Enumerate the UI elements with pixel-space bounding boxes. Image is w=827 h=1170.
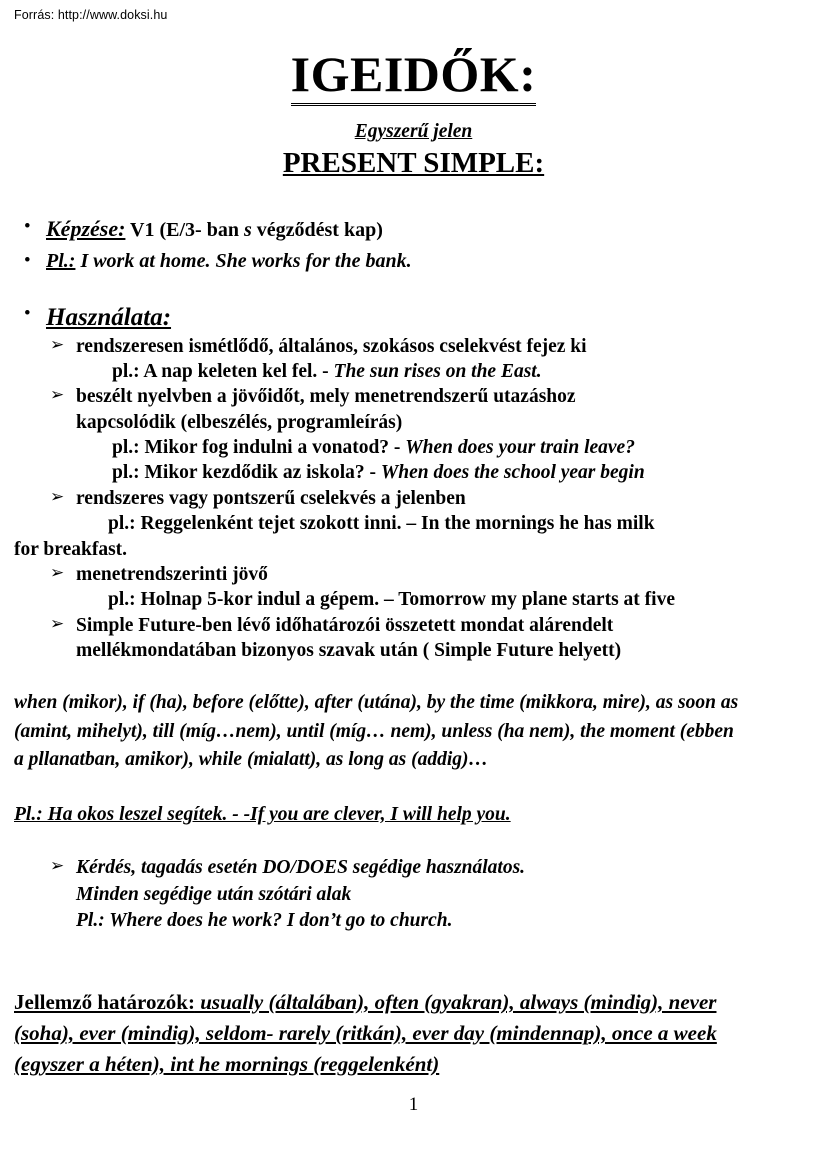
bullet-dot-icon: • [24, 302, 31, 324]
usage-heading: Használata: [46, 303, 172, 331]
formation-text: V1 (E/3- ban [125, 219, 244, 242]
list-item-usage-5 [0, 613, 827, 664]
conditional-example [0, 802, 827, 827]
page-number: 1 [408, 1094, 419, 1115]
bullet-dot-icon: • [24, 216, 31, 238]
usage-4-example-1 [0, 587, 827, 612]
list-item-usage-3 [0, 486, 827, 511]
page-title [0, 47, 827, 101]
example-text: I work at home. She works for the bank. [75, 249, 412, 272]
usage-1-text: rendszeresen ismétlődő, általános, szokásos cselekvést fejez ki [76, 335, 587, 357]
do-does-line-2: Minden segédige után szótári alak [76, 883, 352, 905]
subtitle-english [0, 148, 827, 180]
usage-2-text: beszélt nyelvben a jövőidőt, mely menetrendszerű utazáshoz [76, 386, 576, 408]
usage-3-text: rendszeres vagy pontszerű cselekvés a jelenben [76, 487, 466, 509]
list-item-usage-4 [0, 562, 827, 587]
list-item-usage-heading [0, 301, 827, 334]
formation-text-tail: végződést kap) [251, 219, 383, 242]
usage-2-continuation: kapcsolódik (elbeszélés, programleírás) [76, 411, 403, 433]
usage-1-example-1-en: The sun rises on the East. [333, 361, 542, 383]
arrow-bullet-icon: ➢ [50, 385, 65, 406]
arrow-bullet-icon: ➢ [50, 562, 65, 583]
usage-2-example-2 [0, 460, 827, 485]
usage-5-text: Simple Future-ben lévő időhatározói összetett mondat alárendelt [76, 614, 614, 636]
usage-5-continuation: mellékmondatában bizonyos szavak után ( Simple Future helyett) [76, 639, 622, 661]
usage-1-example-1 [0, 359, 827, 384]
formation-label: Képzése: [46, 216, 126, 242]
do-does-line-3: Pl.: Where does he work? I don’t go to church. [76, 910, 453, 932]
conjunctions-paragraph: when (mikor), if (ha), before (előtte), after (utána), by the time (mikkora, mire), as soon as (amint, mihelyt), till (míg…nem), until (míg… nem), unless (ha nem), the moment (ebben a pllanatban, amikor), while (mialatt), as long as (addig)… [14, 692, 739, 770]
usage-2-example-2-en: When does the school year begin [380, 462, 645, 484]
usage-3-example-1 [0, 511, 827, 536]
usage-4-example-1-hu: pl.: Holnap 5-kor indul a gépem. – Tomorrow my plane starts at five [108, 589, 675, 611]
usage-2-example-1-en: When does your train leave? [405, 437, 635, 459]
page-title-text: IGEIDŐK: [291, 46, 537, 106]
arrow-bullet-icon: ➢ [50, 856, 65, 877]
do-does-line-1: Kérdés, tagadás esetén DO/DOES segédige használatos. [76, 857, 526, 879]
source-url-header: Forrás: http://www.doksi.hu [14, 8, 168, 22]
adverbs-list: usually (általában), often (gyakran), always (mindig), never (soha), ever (mindig), seldom- rarely (ritkán), ever day (mindennap), once a week (egyszer a héten), int he mornings (reggelenként) [14, 989, 717, 1077]
usage-2-example-1 [0, 435, 827, 460]
body-block [0, 214, 827, 1080]
do-does-item [0, 855, 827, 935]
list-item-usage-2 [0, 384, 827, 435]
usage-2-example-1-hu: pl.: Mikor fog indulni a vonatod? - [112, 437, 406, 459]
usage-3-example-1-hu: pl.: Reggelenként tejet szokott inni. – In the mornings he has milk [108, 513, 655, 535]
subtitle-hungarian [0, 121, 827, 142]
formation-italic-part: s [243, 219, 252, 242]
list-item-usage-1 [0, 334, 827, 359]
list-item-example [0, 248, 827, 275]
subtitle-hungarian-text: Egyszerű jelen [354, 121, 473, 142]
list-item-formation [0, 214, 827, 244]
bullet-dot-icon: • [24, 249, 31, 271]
usage-2-example-2-hu: pl.: Mikor kezdődik az iskola? - [112, 462, 381, 484]
usage-4-text: menetrendszerinti jövő [76, 563, 268, 585]
usage-3-example-overflow: for breakfast. [14, 538, 128, 560]
arrow-bullet-icon: ➢ [50, 613, 65, 634]
adverbs-block [0, 987, 827, 1080]
example-label: Pl.: [46, 249, 76, 272]
arrow-bullet-icon: ➢ [50, 334, 65, 355]
adverbs-label: Jellemző határozók: [14, 989, 195, 1014]
conditional-example-text: Pl.: Ha okos leszel segítek. - -If you are clever, I will help you. [14, 804, 511, 826]
arrow-bullet-icon: ➢ [50, 486, 65, 507]
subtitle-english-text: PRESENT SIMPLE: [282, 147, 545, 180]
usage-1-example-1-hu: pl.: A nap keleten kel fel. - [112, 361, 334, 383]
do-does-block [0, 855, 827, 935]
